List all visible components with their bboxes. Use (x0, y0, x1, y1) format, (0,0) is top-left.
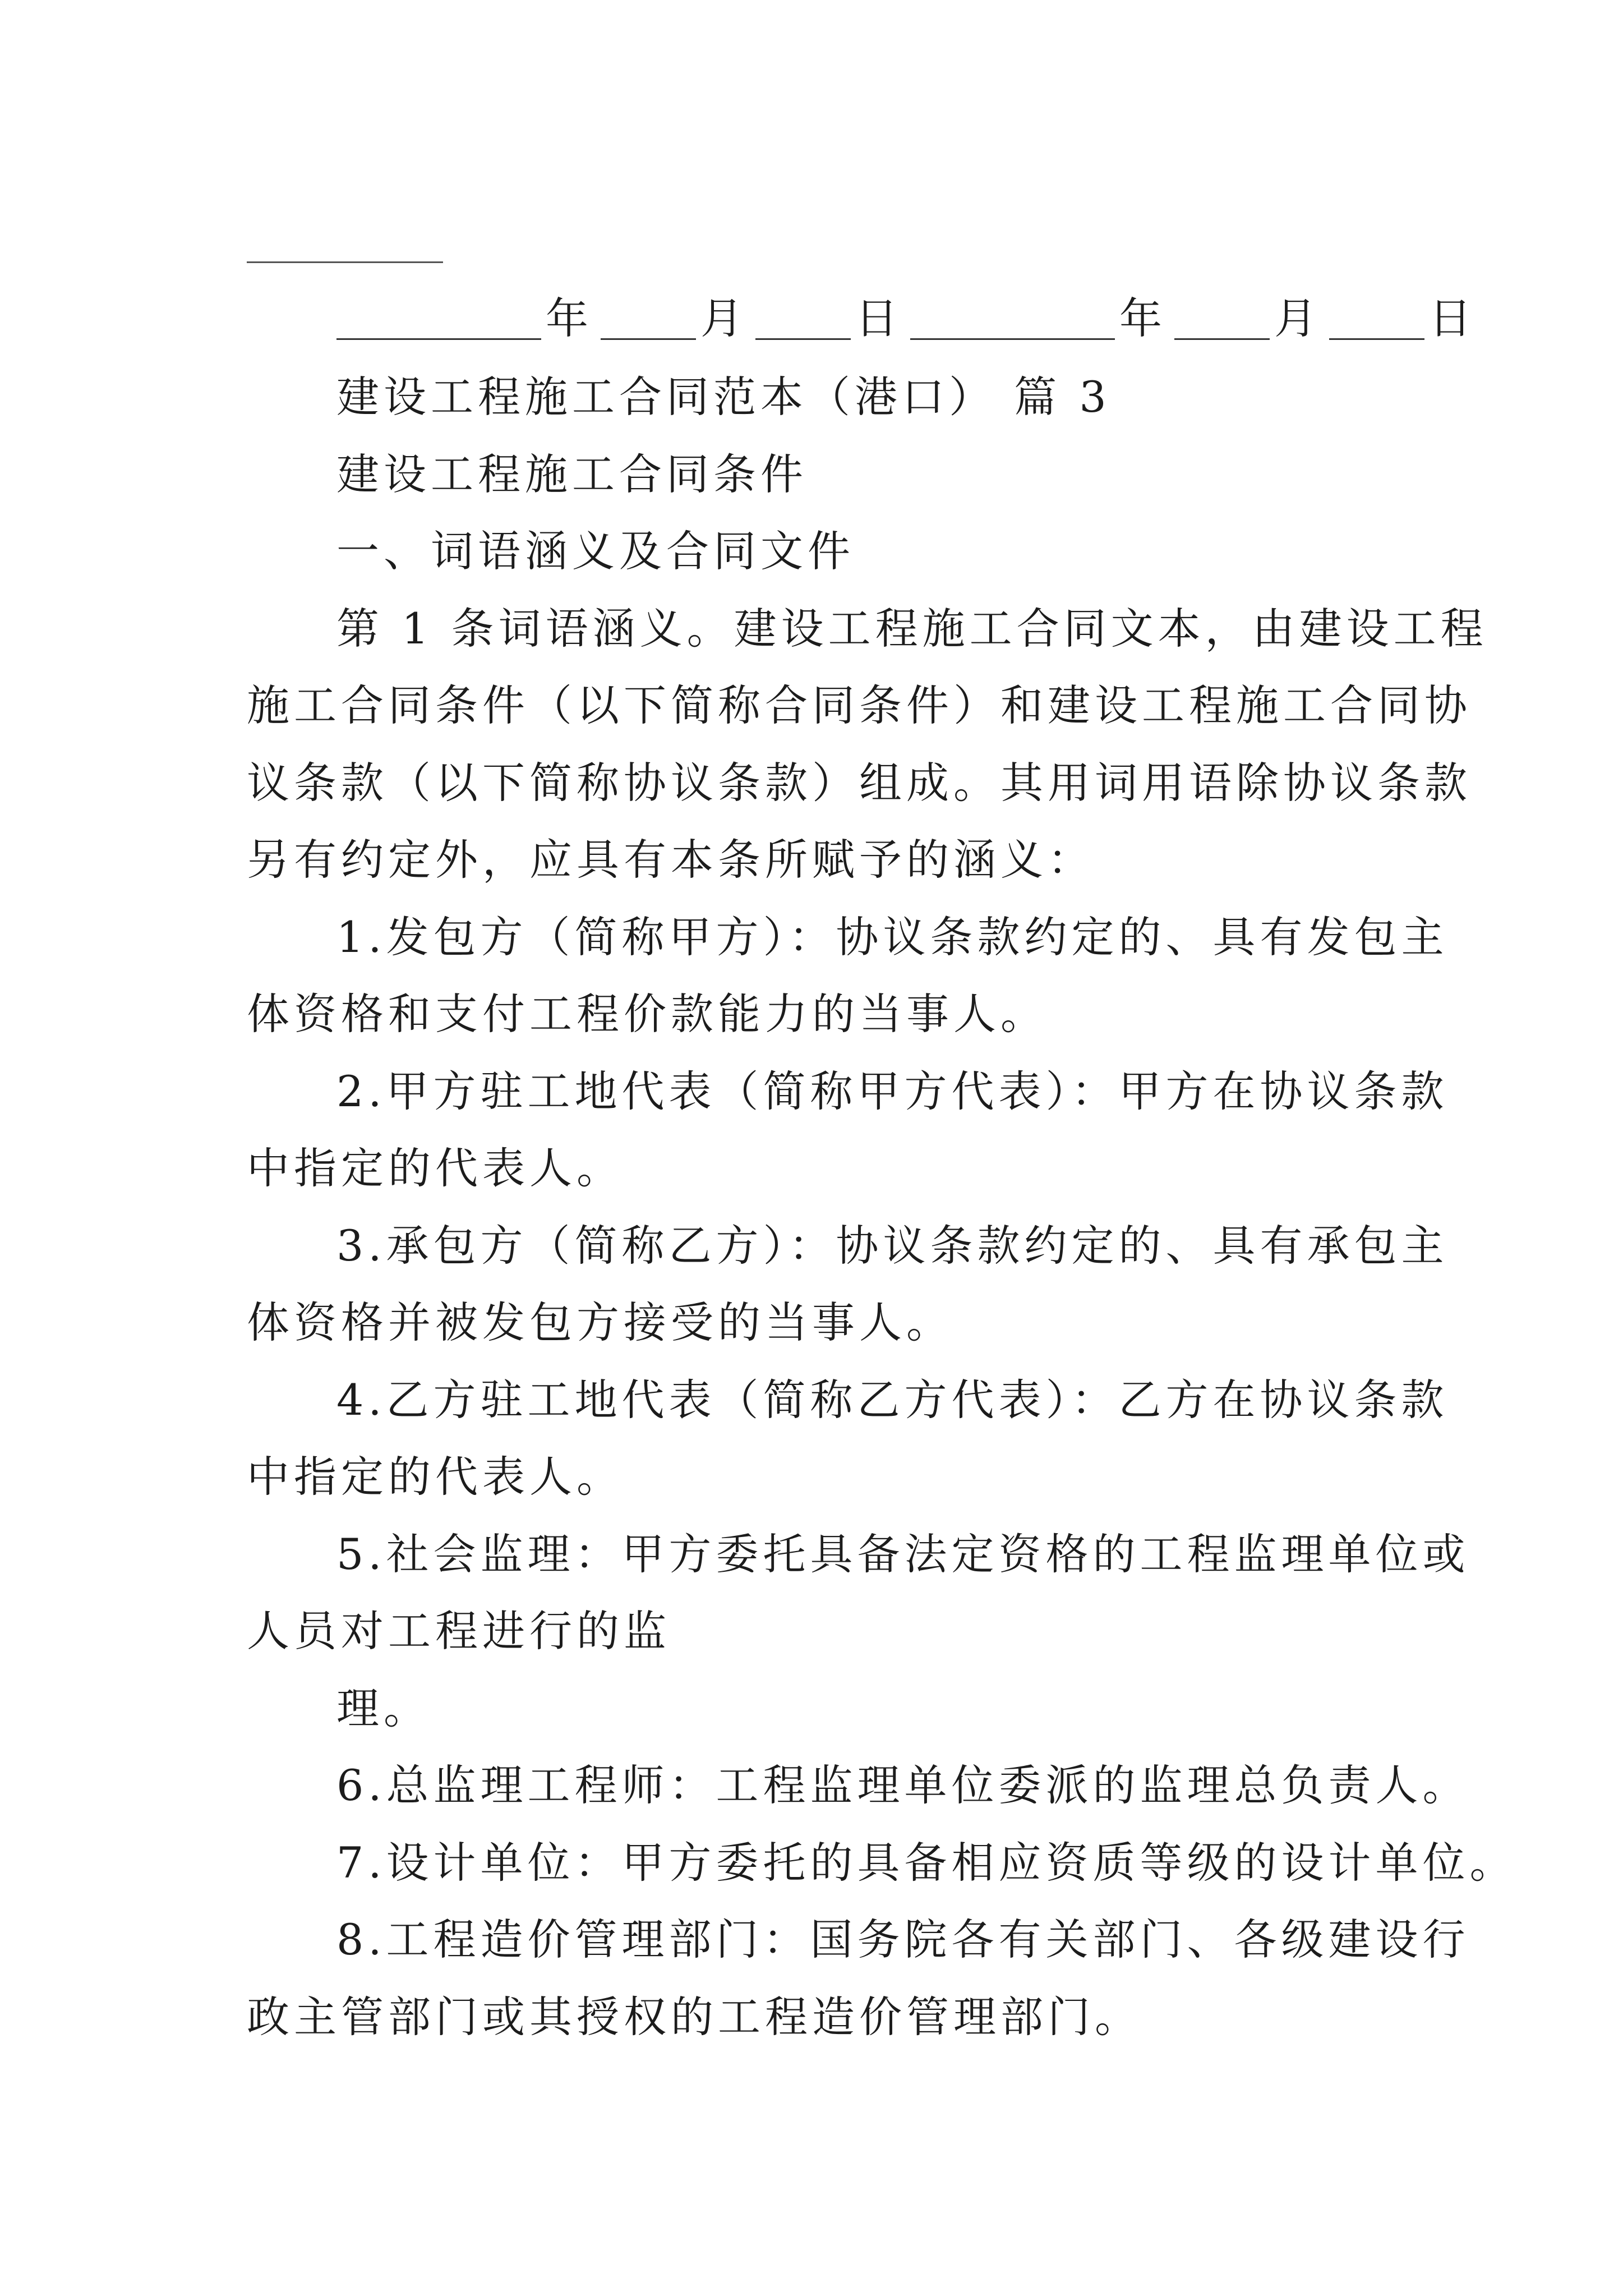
month-label-1: 月 (700, 293, 748, 343)
day-blank-2[interactable] (1329, 299, 1424, 340)
definition-1-line: 1.发包方（简称甲方）：协议条款约定的、具有发包主 (336, 912, 1449, 962)
definition-4-line: 中指定的代表人。 (247, 1452, 624, 1502)
definition-5-line: 5.社会监理：甲方委托具备法定资格的工程监理单位或 (336, 1529, 1470, 1579)
day-blank-1[interactable] (755, 299, 851, 340)
top-divider (247, 261, 443, 263)
section-heading: 一、词语涵义及合同文件 (336, 526, 855, 576)
body-line: 另有约定外，应具有本条所赋予的涵义： (247, 835, 1095, 885)
definition-3-line: 3.承包方（简称乙方）：协议条款约定的、具有承包主 (336, 1221, 1449, 1271)
year-label-1: 年 (546, 293, 593, 343)
definition-4-line: 4.乙方驻工地代表（简称乙方代表）：乙方在协议条款 (336, 1375, 1449, 1425)
month-label-2: 月 (1274, 293, 1321, 343)
definition-6-line: 6.总监理工程师：工程监理单位委派的监理总负责人。 (336, 1760, 1470, 1810)
definition-8-line: 政主管部门或其授权的工程造价管理部门。 (247, 1992, 1142, 2042)
body-line: 第 1 条词语涵义。建设工程施工合同文本，由建设工程 (336, 604, 1488, 654)
month-blank-1[interactable] (601, 299, 696, 340)
body-line: 议条款（以下简称协议条款）组成。其用词用语除协议条款 (247, 758, 1472, 808)
definition-3-line: 体资格并被发包方接受的当事人。 (247, 1297, 953, 1347)
month-blank-2[interactable] (1174, 299, 1270, 340)
definition-2-line: 中指定的代表人。 (247, 1143, 624, 1193)
year-blank-2[interactable] (910, 299, 1115, 340)
definition-7-line: 7.设计单位：甲方委托的具备相应资质等级的设计单位。 (336, 1838, 1517, 1888)
document-title: 建设工程施工合同范本（港口） 篇 3 (336, 372, 1111, 422)
definition-5-line: 理。 (336, 1683, 431, 1733)
year-blank-1[interactable] (336, 299, 541, 340)
year-label-2: 年 (1119, 293, 1166, 343)
document-subtitle: 建设工程施工合同条件 (336, 449, 808, 499)
definition-2-line: 2.甲方驻工地代表（简称甲方代表）：甲方在协议条款 (336, 1066, 1449, 1116)
body-line: 施工合同条件（以下简称合同条件）和建设工程施工合同协 (247, 680, 1472, 730)
signature-date-line (336, 293, 1484, 343)
definition-1-line: 体资格和支付工程价款能力的当事人。 (247, 989, 1048, 1039)
day-label-2: 日 (1429, 293, 1476, 343)
definition-8-line: 8.工程造价管理部门：国务院各有关部门、各级建设行 (336, 1915, 1470, 1964)
definition-5-line: 人员对工程进行的监 (247, 1606, 671, 1656)
day-label-1: 日 (855, 293, 902, 343)
